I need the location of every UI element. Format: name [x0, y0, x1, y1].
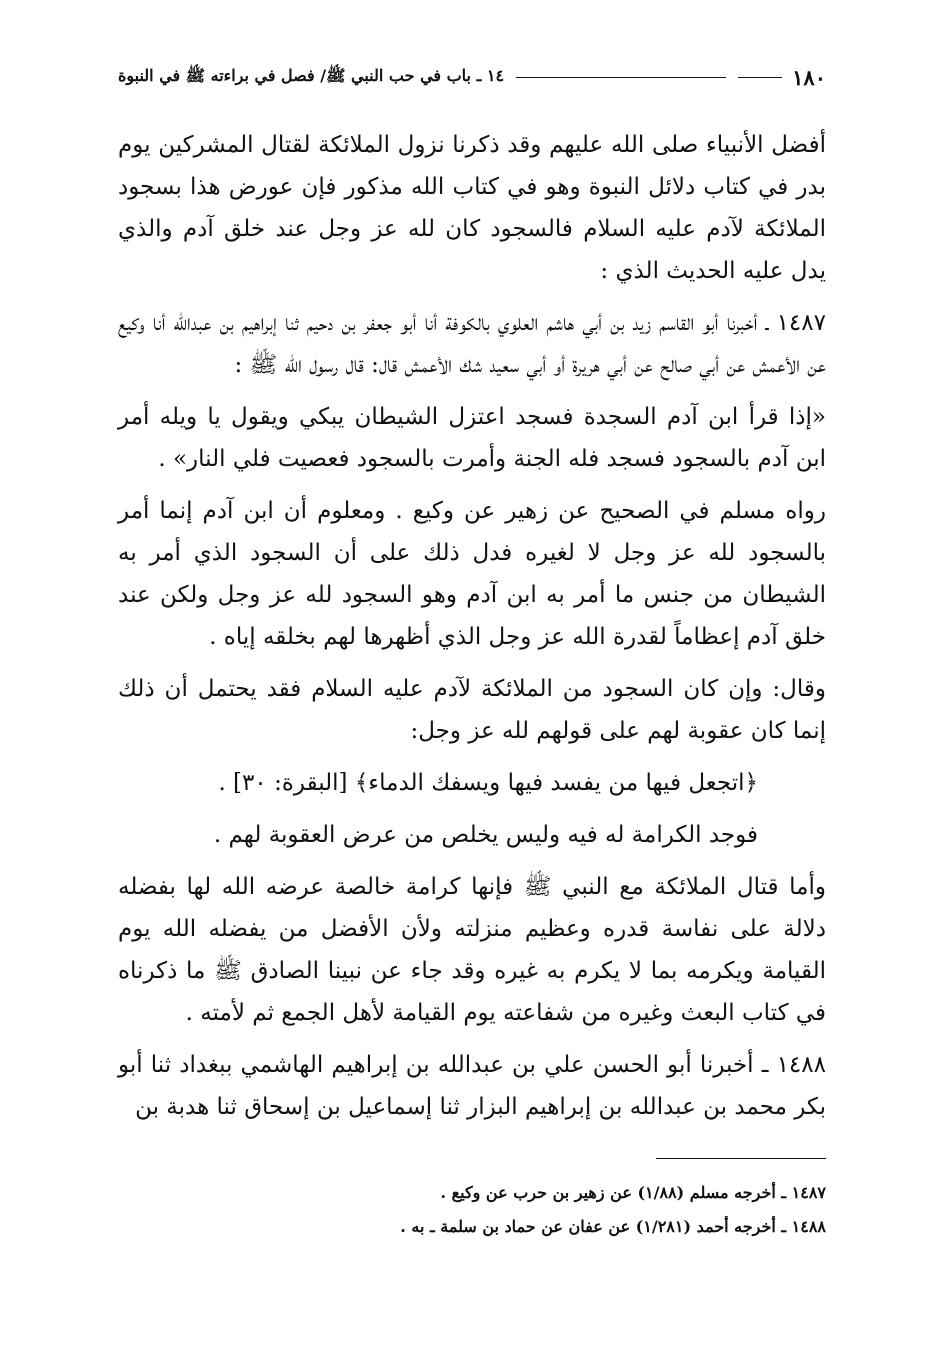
- header-rule-long: [516, 77, 726, 78]
- footnotes: [300, 1176, 826, 1244]
- paragraph: أفضل الأنبياء صلى الله عليهم وقد ذكرنا نزول الملائكة لقتال المشركين يوم بدر في كتاب دلائل النبوة وهو في كتاب الله مذكور فإن عورض هذا بسجود الملائكة لآدم عليه السلام فالسجود كان لله عز وجل عند خلق آدم والذي يدل عليه الحديث الذي :: [118, 132, 826, 284]
- footnote-rule: [656, 1158, 826, 1159]
- running-title: ١٤ ـ باب في حب النبي ﷺ/ فصل في براءته ﷺ في النبوة: [118, 65, 505, 85]
- main-text: [118, 124, 826, 1138]
- footnote: ١٤٨٨ ـ أخرجه أحمد (١/٢٨١) عن عفان عن حماد بن سلمة ـ به .: [400, 1217, 826, 1236]
- paragraph: فوجد الكرامة له فيه وليس يخلص من عرض العقوبة لهم .: [213, 822, 758, 848]
- quran-verse: ﴿اتجعل فيها من يفسد فيها ويسفك الدماء﴾ [البقرة: ٣٠] .: [218, 770, 758, 796]
- header-rule: [738, 77, 782, 78]
- hadith-1488: ١٤٨٨ ـ أخبرنا أبو الحسن علي بن عبدالله بن إبراهيم الهاشمي ببغداد ثنا أبو بكر محمد بن عبدالله بن إبراهيم البزار ثنا إسماعيل بن إسحاق ثنا هدبة بن: [118, 1052, 826, 1120]
- running-head: [118, 60, 826, 94]
- paragraph: رواه مسلم في الصحيح عن زهير عن وكيع . ومعلوم أن ابن آدم إنما أمر بالسجود لله عز وجل لا لغيره فدل ذلك على أن السجود الذي أمر به الشيطان من جنس ما أمر به ابن آدم وهو السجود لله عز وجل ولكن عند خلق آدم إعظاماً لقدرة الله عز وجل الذي أظهرها لهم بخلقه إياه .: [118, 498, 826, 650]
- footnote: ١٤٨٧ ـ أخرجه مسلم (١/٨٨) عن زهير بن حرب عن وكيع .: [440, 1183, 826, 1202]
- paragraph: وأما قتال الملائكة مع النبي ﷺ فإنها كرامة خالصة عرضه الله لها بفضله دلالة على نفاسة قدره وعظيم منزلته ولأن الأفضل من يفضله الله يوم القيامة ويكرمه بما لا يكرم به غيره وقد جاء عن نبينا الصادق ﷺ ما ذكرناه في كتاب البعث وغيره من شفاعته يوم القيامة لأهل الجمع ثم لأمته .: [118, 874, 826, 1026]
- hadith-quote: «إذا قرأ ابن آدم السجدة فسجد اعتزل الشيطان يبكي ويقول يا ويله أمر ابن آدم بالسجود فسجد فله الجنة وأمرت بالسجود فعصيت فلي النار» .: [118, 404, 826, 472]
- page-number: ١٨٠: [792, 64, 826, 90]
- paragraph: وقال: وإن كان السجود من الملائكة لآدم عليه السلام فقد يحتمل أن ذلك إنما كان عقوبة لهم على قولهم لله عز وجل:: [118, 676, 826, 744]
- hadith-1487: ١٤٨٧ ـ أخبرنا أبو القاسم زيد بن أبي هاشم العلوي بالكوفة أنا أبو جعفر بن دحيم ثنا إبراهيم بن عبدالله أنا وكيع عن الأعمش عن أبي صالح عن أبي هريرة أو أبي سعيد شك الأعمش قال: قال رسول الله ﷺ :: [118, 310, 826, 378]
